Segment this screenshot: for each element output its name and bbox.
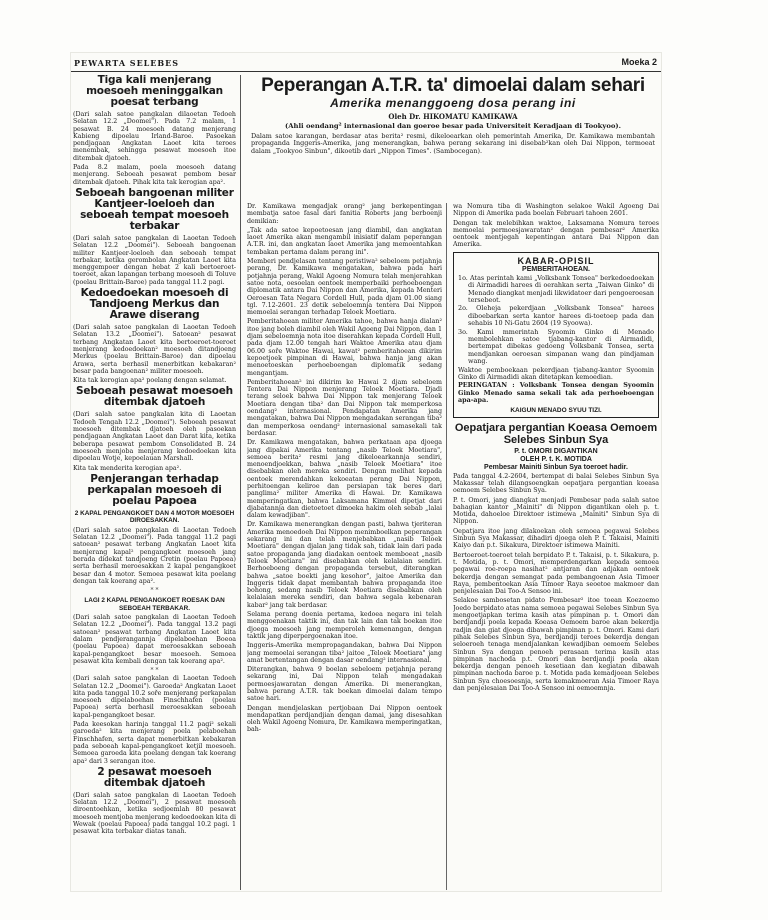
article-column-a bbox=[247, 203, 447, 890]
news-headline: Seboeah bangoenan militer Kantjeer-loeloeh dan seboeah tempat moesoeh terbakar bbox=[75, 186, 234, 232]
article-paragraph: Dr. Kamikawa menerangkan dengan pasti, bahwa tjeriteran Amerika menoedoeh Dai Nippon menimboelkan peperangan sekarang ini dan telah menjebabkan „nasib Teloek Moetiara" dengan djalan jang tidak sah, tidak lain dari pada satoe propaganda jang diadakan oentoek memboeat „nasib Teloek Moetiara" ini disebabkan oleh kelalaian sendiri. Berhoeboeng dengan propaganda tersebut, diterangkan bahwa „satoe boekti jang kesohor", jaitoe Amerika dan Inggeris tidak dapat membantah bahwa propaganda itoe bohong, sedang nasib Teloek Moetiara disebabkan oleh kelalaian mereka sendiri, dan bahwa segala kebenaran kabar² jang tak berdasar. bbox=[247, 521, 442, 609]
masthead: PEWARTA SELEBES bbox=[74, 58, 180, 68]
news-paragraph: (Dari salah satoe pangkalan di Laoetan Tedoeh Selatan 13.2 „Doomei"). Satoean² pesawat terbang Angkatan Laoet kita bertoeroet-toeroet menjerang kedoedoekan² moesoeh ditandjoeng Merkus (poelau Brittain-Baroe) dan dipoelau Arawa, serta berhasil menerbitkan kebakaran² besar pada bangoenan² militer moesoeh. bbox=[73, 324, 236, 375]
news-paragraph: (Dari salah satoe pangkalan di Laoetan Tedoeh Selatan 12.2 „Doomei"), 2 pesawat moesoeh diroentoehkan, ketika sedjoemlah 80 pesawat moesoeh mentjoba menjerang kedoedoekan kita di Wewak (poelau Papoea) pada tanggal 10.2 pagi. 1 pesawat kita terbakar diatas tanah. bbox=[73, 791, 236, 836]
second-article-paragraph: Oepatjara itoe jang dilakoekan oleh semoea pegawai Selebes Sinbun Sya Makassar, dihadiri djoega oleh P. t. Takaisi, Mainiti Kaiyo dan p.t. Sikakura, Direktoer istimewa Mainiti. bbox=[453, 527, 659, 550]
news-subhead: LAGI 2 KAPAL PENGANGKOET ROESAK DAN SEBOEAH TERBAKAR. bbox=[84, 597, 225, 612]
separator-asterisks: * * bbox=[150, 587, 159, 595]
news-paragraph: Pada keesokan harinja tanggal 11.2 pagi² sekali garoeda² kita menjerang poela pelaboehan Finschhafen, serta dapat menerbitkan kebakaran pada seboeah kapal-pengangkoet ketjil moesoeh. Semoea garoeda kita poelang dengan tak koerang apa² dari 3 serangan itoe. bbox=[73, 721, 236, 765]
article-paragraph: „Tak ada satoe kepoetoesan jang diambil, dan angkatan laoet Amerika akan mengambil inisiatif dalam peperangan A.T.R. ini, dan angkatan laoet Amerika jang memoentahkan tembakan pertama dalam perang ini". bbox=[247, 226, 442, 256]
news-paragraph: (Dari salah satoe pangkalan dilaoetan Tedoeh Selatan 12.2 „Doomei"). Pada 7.2 malam, 1 pesawat B. 24 moesoeh datang menjerang Kabieng dipoelau Irland-Baroe. Pasoekan pendjagaan Angkatan Laoet kita teroes menembak, sehingga pesawat moesoeh itoe ditembak djatoeh. bbox=[73, 111, 236, 162]
news-paragraph: (Dari salah satoe pangkalan di Laoetan Tedoeh Selatan 12.2 „Doomei"). Pada tanggal 11.2 pagi satoean² pesawat terbang Angkatan Laoet kita menjerang kapal² pengangkoet moesoeh jang berada didekat tandjoeng Cretin (poelau Papoea) serta berhasil meroesakkan 2 kapal pengangkoet besar dan 4 motor. Semoea pesawat kita poelang dengan tak koerang apa². bbox=[73, 526, 236, 585]
second-subhead-1: P. t. OMORI DIGANTIKAN bbox=[514, 447, 598, 455]
article-paragraph: Pemberitahoean militer Amerika tahoe, bahwa hanja dialan² itoe jang boleh diambil oleh Wakil Agoeng Dai Nippon, dan 1 djam sebeloemnja nota itoe diserahkan kepada Cordell Hull, pada djam 12.00 tengah hari Waktoe Amerika atau djam 06.00 soře Waktoe Hawai, kawat² pemberitahoean dikirim kepoetjoek pimpinan di Hawai, bahwa hanja jang akan menoetoeskan perhoeboengan diplomatik sedang mengantjam. bbox=[247, 318, 442, 377]
second-subhead-2: OLEH P. t. K. MOTIDA bbox=[520, 455, 592, 463]
article-column-b bbox=[453, 203, 659, 890]
news-paragraph: Kita tak kerogian apa² poelang dengan selamat. bbox=[73, 377, 227, 385]
article-paragraph: Selama perang doenia pertama, kedoea negara ini telah menggoenakan taktik ini, dan tak lain dan tak boekan itoe djoega moesoeh jang memperoleh kemenangan, dengan taktik jang diperpergoenakan itoe. bbox=[247, 611, 442, 640]
news-paragraph: (Dari salah satoe pangkalan di Laoetan Tedoeh Selatan 12.2 „Doomei"). Seboeah bangoenan militer Kantjeer-loeloeh dan seboeah tempat terbakar, ketika gerombolan Angkatan Laoet kita menggempoer dengan hebat 2 kali bertoeroet-toeroet, akan lapangan terbang moesoeh di Toluve (poelau Brittain-Baroe) pada tanggal 11.2 pagi. bbox=[73, 234, 236, 286]
article-paragraph: Diterangkan, bahwa 9 boelan sebeloem petjahnja perang sekarang ini, Dai Nippon telah mengadakan permoesjawaratan dengan Amerika. Di menerangkan, bahwa perang A.T.R. tak boekan dimoelai dalam tempo satoe hari. bbox=[247, 666, 442, 703]
notice-item: 3o. Kami mmerintah Syoomin Ginko di Menado membolehkan satoe tjabang-kantor di Airmadidi, bertempat dibekas gedoeng Volksbank Tonsea, serta mendjankan oeroesan simpanan wang dan pindjaman wang. bbox=[458, 327, 654, 366]
second-subhead-3: Pembesar Mainiti Sinbun Sya toeroet hadir. bbox=[484, 463, 628, 471]
news-paragraph: Kita tak menderita kerogian apa². bbox=[73, 464, 182, 472]
article-paragraph: Dr. Kamikawa mengadjak orang² jang berkepentingan membatja satoe fasal dari fanitia Roberts jang berboenji demikian: bbox=[247, 203, 442, 225]
news-headline: Seboeah pesawat moesoeh ditembak djatoeh bbox=[76, 385, 233, 409]
article-paragraph: wa Nomura tiba di Washington selakoe Wakil Agoeng Dai Nippon di Amerika pada boelan Februari tahoen 2601. bbox=[453, 203, 659, 218]
main-subheadline: Amerika menanggoeng dosa perang ini bbox=[330, 96, 576, 110]
news-headline: 2 pesawat moesoeh ditembak djatoeh bbox=[97, 765, 212, 789]
news-paragraph: Pada 8.2 malam, poela moesoeh datang menjerang. Seboeah pesawat pembom besar ditembak djatoeh. Pihak kita tak kerogian apa². bbox=[73, 164, 236, 186]
separator-asterisks: * * bbox=[150, 667, 159, 675]
notice-item: 1o. Atas perintah kami „Volksbank Tonsea" berkedoedoekan di Airmadidi harees di oerahkan serta „Taiwan Ginko" di Menado diangkat menjadi likwidatoer dari pengoeroesan tersebeot. bbox=[458, 273, 654, 304]
article-paragraph: Inggeris-Amerika mempropagandakan, bahwa Dai Nippon jang memoelai serangan tiba² jaitoe „Teloek Moetiara" jang amat bertentangan dengan dasar oendang² internasional. bbox=[247, 642, 442, 664]
news-headline: Kedoedoekan moesoeh di Tandjoeng Merkus dan Arawe diserang bbox=[80, 287, 229, 322]
second-article-paragraph: Selakoe sambosetan pidato Pembesar² itoe toean Koezoemo Joedo berpidato atas nama semoea pegawai Selebes Sinbun Sya mengoetjapkan terima kasih atas pimpinan p. t. Omori dan berdjandji poela kepada Koeasa Oemoem baroe akan bekerdja radjin dan giat djoega dibawah pimpinan p. t. Omori. Kami dari pihak Selebes Sinbun Sya, berdjandji teroes bekerdja dengan seloeroeh tenaga mendjalankan kewadjiban oemoem Selebes Sinbun Sya dengan penoeh perasaan terima kasih atas pimpinan nachoda p.t. Omori dan berdjandji poela akan bekerdja dengan penoeh kesetiaan dan kegiatan dibawah pimpinan nachoda baroe p. t. Motida pada kemadjoean Selebes Sinbun Sya choesoesnja, serta kemakmoeran Asia Timoer Raya dan penjelesaian Dai Too-A Sensoo ini oemoemnja. bbox=[453, 597, 659, 692]
news-paragraph: (Dari salah satoe pangkalan di Laoetan Tedoeh Selatan 12.2 „Doomei"). Garoeda² Angkatan Laoet kita pada tanggal 10.2 soře menjerang perkapalan moesoeh dipelaboehan Finschhafen (poelau Papoea) serta berhasil meroesakkan seboeah kapal-pengangkoet besar. bbox=[73, 675, 236, 719]
article-paragraph: Pemberitahoean² ini dikirim ke Hawai 2 djam sebeloem Tentera Dai Nippon menjerang Teloek Moetiara. Djadi terang seloek bahwa Dai Nippon tak menjerang Teloek Moetiara dengan tiba² dan Dai Nippon tak memperkosa oendang² internasional. Pendapatan Amerika jang mengatakan, bahwa Dai Nippon mengadakan serangan tiba² dan memperkosa oendang² internasional samasekali tak berdasar. bbox=[247, 378, 442, 437]
notice-title: KABAR-OPISIL bbox=[517, 255, 595, 266]
article-columns bbox=[247, 203, 659, 890]
news-headline: Penjerangan terhadap perkapalan moesoeh di poelau Papoea bbox=[87, 472, 222, 507]
author-intro: (Ahli oendang² internasional dan goeroe besar pada Universiteit Keradjaan di Tookyoo). bbox=[285, 122, 621, 130]
article-paragraph: Dengan mendjelaskan pertjobaan Dai Nippon oentoek mendapatkan perdjandjian dengan damai, jang disesahkan oleh Wakil Agoeng Nomura, Dr. Kamikawa memperingatkan, bah- bbox=[247, 704, 442, 734]
article-paragraph: Memberi pendjelasan tentang peristiwa² sebeloem petjahnja perang, Dr. Kamikawa mengatakan, bahwa pada hari potjahnja perang, Wakil Agoeng Nomura telah menjerahkan satoe nota, oesoelan oentoek memperbaiki perhoeboengan diplomatik antara Dai Nippon dan Amerika, kepada Menteri Oeroesan Tata Negara Cordell Hull, pada djam 01.00 siang tgl. 7.12-2601. 23 detik sebeloemnja tentera Dai Nippon memoelai serangan terhadap Teloek Moetiara. bbox=[247, 258, 442, 317]
notice-warning: PERINGATAN : Volksbank Tonsea dengan Syoomin Ginko Menado sama sekali tak ada perhoeboengan apa-apa. bbox=[458, 381, 654, 405]
page-header bbox=[71, 57, 661, 72]
news-paragraph: (Dari salah satoe pangkalan di Laoetan Tedoeh Selatan 12.2 „Doomei"). Pada tanggal 13.2 pagi satoean² pesawat terbang Angkatan Laoet kita dalam pendjerangannja dipelaboehan Boeoa (poelau Papoea) dapat meroesakkan seboeah kapal-pengangkoet besar moesoeh. Semoea pesawat kita kembali dengan tak koerang apa². bbox=[73, 614, 236, 665]
news-headline: Tiga kali menjerang moesoeh meninggalkan poesat terbang bbox=[86, 75, 223, 108]
second-article-paragraph: Pada tanggal 4.2-2604, bertempat di balai Selebes Sinbun Sya Makassar telah dilangsoengkan oepatjara pergantian koeasa oemoem Selebes Sinbun Sya. bbox=[453, 472, 659, 495]
news-paragraph: (Dari salah satoe pangkalan kita di Laoetan Tedoeh Tengah 12.2 „Doomei"). Seboeah pesawat moesoeh ditembak djatoeh oleh pasoekan pendjagaan Angkatan Laoet dan Darat kita, ketika beberapa pesawat pembom Consolidated B. 24 moesoeh menjoba menjerang kedoedoekan kita dipoelau Wotje, kepoelauan Marshall. bbox=[73, 411, 236, 463]
notice-closing: Waktoe pemboekaan pekerdjaan tjabang-kantor Syoomin Ginko di Airmadidi akan ditetapkan kemoedian. bbox=[458, 365, 654, 382]
main-headline: Peperangan A.T.R. ta' dimoelai dalam sehari bbox=[261, 75, 645, 96]
notice-subtitle: PEMBERITAHOEAN. bbox=[522, 265, 590, 273]
second-article-paragraph: Bertoeroet-toeroet telah berpidato P. t. Takaisi, p. t. Sikakura, p. t. Motida, p. t. Omori, memperdengarkan kepada semoea pegawai roe-roepa nasihat² antjaran dan adjakan oentoek bekerdja dengan semangat pada pembangoenan Asia Timoer Raya, pembentoekan Asia Timoer Raya seoetoe makmoer dan penjelesaian Dai Too-A Sensoo ini. bbox=[453, 551, 659, 596]
newspaper-page bbox=[70, 52, 662, 892]
news-subhead: 2 KAPAL PENGANGKOET DAN 4 MOTOR MOESOEH DIROESAKKAN. bbox=[74, 509, 235, 525]
second-article-paragraph: P. t. Omori, jang diangkat menjadi Pembesar pada salah satoe bahagian kantor „Mainiti" di Nippon digantikan oleh p. t. Motida, dahoeloe Direktoer istimewa „Mainiti" Sinbun Sya di Nippon. bbox=[453, 496, 659, 526]
lead-paragraph: Dalam satoe karangan, berdasar atas berita² resmi, dikeloearkan oleh pemerintah Amerika, Dr. Kamikawa membantah propaganda Inggeris-Amerika, jang menerangkan, bahwa perang sekarang ini disebab²kan oleh Dai Nippon, termoeat dalam „Tookyoo Sinbun", dikoetib dari „Nippon Times". (Sambocegan). bbox=[251, 132, 655, 155]
left-news-column bbox=[73, 75, 241, 890]
second-headline: Oepatjara pergantian Koeasa Oemoem Selebes Sinbun Sya bbox=[454, 421, 658, 447]
article-paragraph: Dr. Kamikawa mengatakan, bahwa perkataan apa djoega jang dipakai Amerika tentang „nasib Teloek Moetiara", semoea berita² resmi jang dikeloearkannja sendiri, menoendjoekkan, bahwa „nasib Teloek Moetiara" itoe disebabkan oleh mereka sendiri. Dengan melihat kepada oentoek merendahkan kekoeatan perang Dai Nippon, perhitoengan keliroe dan persiapan tak beres dari panglima² militer Amerika di Hawai. Dr. Kamikawa memperingatkan, bahwa Laksamana Kimmel dipetjat dari djabatannja dan dietoetoet dimoeka hakim oleh sebab „lalai dalam kewadjiban". bbox=[247, 439, 442, 520]
main-section bbox=[247, 75, 659, 890]
notice-signature: KAIGUN MENADO SYUU TIZI. bbox=[510, 406, 602, 414]
notice-item: 2o. Oleheja pekerdjaan „Volksbank Tonsea" harees diboebarkan serta kantor harees di-toetoep pada dan sehabis 10 Ni-Gatu 2604 (19 Syoowa). bbox=[458, 304, 654, 328]
byline: Oleh Dr. HIKOMATU KAMIKAWA bbox=[388, 112, 518, 121]
official-notice-box bbox=[453, 252, 659, 418]
page-number: Moeka 2 bbox=[621, 57, 657, 67]
article-paragraph: Dengan tak melebihkan waktoe, Laksamana Nomura teroes memoelai permoesjawaratan² dengan pembesar² Amerika oentoek mentjegah kepentingan antara Dai Nippon dan Amerika. bbox=[453, 219, 659, 249]
